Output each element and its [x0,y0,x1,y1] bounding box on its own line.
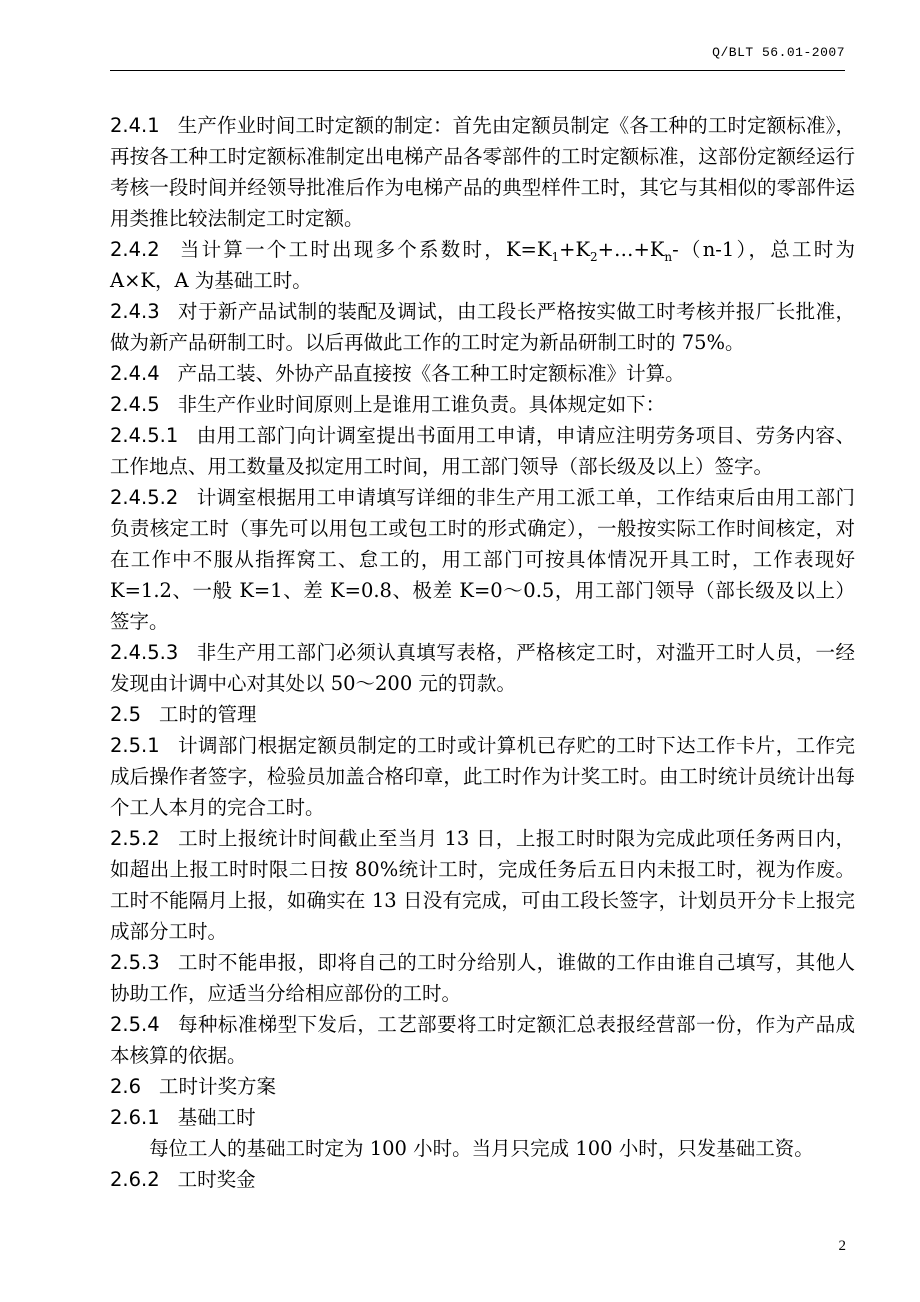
clause-text: 工时上报统计时间截止至当月 13 日，上报工时时限为完成此项任务两日内，如超出上报工时时限二日按 80%统计工时，完成任务后五日内未报工时，视为作废。工时不能隔月上报，如确实在 13 日没有完成，可由工段长签字，计划员开分卡上报完成部分工时。 [110,827,855,943]
document-body [110,110,855,1195]
clause-2-4-5-2 [110,482,855,637]
clause-text: 生产作业时间工时定额的制定：首先由定额员制定《各工种的工时定额标准》，再按各工种工时定额标准制定出电梯产品各零部件的工时定额标准，这部份定额经运行考核一段时间并经领导批准后作为电梯产品的典型样件工时，其它与其相似的零部件运用类推比较法制定工时定额。 [110,114,855,230]
subsection-heading-2-6-2 [110,1164,855,1195]
formula-subscript: 1 [551,249,560,264]
clause-2-5-4 [110,1009,855,1071]
clause-2-4-5 [110,389,855,420]
clause-text: 工时不能串报，即将自己的工时分给别人，谁做的工作由谁自己填写，其他人协助工作，应适当分给相应部份的工时。 [110,951,855,1005]
clause-text: 非生产作业时间原则上是谁用工谁负责。具体规定如下： [177,393,666,416]
clause-number: 2.4.1 [110,114,160,137]
clause-2-4-4 [110,358,855,389]
clause-text: 计调室根据用工申请填写详细的非生产用工派工单，工作结束后由用工部门负责核定工时（事先可以用包工或包工时的形式确定），一般按实际工作时间核定，对在工作中不服从指挥窝工、怠工的，用工部门可按具体情况开具工时，工作表现好 K=1.2、一般 K=1、差 K=0.8、极差 K=0～0.5，用工部门领导（部长级及以上）签字。 [110,486,855,633]
section-title: 基础工时 [177,1106,256,1129]
clause-number: 2.4.5.1 [110,424,179,447]
clause-number: 2.5.2 [110,827,160,850]
document-code-header: Q/BLT 56.01-2007 [712,45,845,60]
section-title: 工时的管理 [159,703,257,726]
formula-text: +…+K [597,238,665,261]
formula-subscript: 2 [590,249,598,264]
clause-2-5-3 [110,947,855,1009]
page-number: 2 [838,1238,846,1254]
clause-2-5-1 [110,730,855,823]
clause-2-4-5-1 [110,420,855,482]
section-title: 工时奖金 [177,1168,256,1191]
section-heading-2-5 [110,699,855,730]
clause-text: 非生产用工部门必须认真填写表格，严格核定工时，对滥开工时人员，一经发现由计调中心对其处以 50～200 元的罚款。 [110,641,855,695]
clause-text: 每种标准梯型下发后，工艺部要将工时定额汇总表报经营部一份，作为产品成本核算的依据。 [110,1013,855,1067]
paragraph-text: 每位工人的基础工时定为 100 小时。当月只完成 100 小时，只发基础工资。 [149,1137,814,1160]
clause-number: 2.5.4 [110,1013,160,1036]
section-number: 2.6.1 [110,1106,160,1129]
header-rule [110,70,845,71]
section-number: 2.6 [110,1075,142,1098]
clause-number: 2.4.5 [110,393,160,416]
formula-subscript: n [664,249,673,264]
clause-text: 计调部门根据定额员制定的工时或计算机已存贮的工时下达工作卡片，工作完成后操作者签字，检验员加盖合格印章，此工时作为计奖工时。由工时统计员统计出每个工人本月的完合工时。 [110,734,855,819]
clause-number: 2.4.3 [110,300,160,323]
section-number: 2.6.2 [110,1168,160,1191]
section-number: 2.5 [110,703,142,726]
clause-number: 2.5.1 [110,734,160,757]
body-paragraph-base-hours [110,1133,855,1164]
clause-2-4-2 [110,234,855,296]
clause-number: 2.5.3 [110,951,160,974]
clause-number: 2.4.2 [110,238,160,261]
clause-number: 2.4.4 [110,362,160,385]
clause-2-4-1 [110,110,855,234]
formula-text: -（n-1），总工时为 A×K，A 为基础工时。 [110,238,855,292]
clause-2-5-2 [110,823,855,947]
clause-number: 2.4.5.2 [110,486,179,509]
clause-text: 由用工部门向计调室提出书面用工申请，申请应注明劳务项目、劳务内容、工作地点、用工数量及拟定用工时间，用工部门领导（部长级及以上）签字。 [110,424,855,478]
clause-number: 2.4.5.3 [110,641,179,664]
section-title: 工时计奖方案 [159,1075,277,1098]
formula-text: +K [559,238,591,261]
section-heading-2-6 [110,1071,855,1102]
clause-text: 产品工装、外协产品直接按《各工种工时定额标准》计算。 [177,362,685,385]
clause-text: 对于新产品试制的装配及调试，由工段长严格按实做工时考核并报厂长批准，做为新产品研制工时。以后再做此工作的工时定为新品研制工时的 75%。 [110,300,855,354]
formula-text: 当计算一个工时出现多个系数时，K=K [177,238,552,261]
clause-2-4-5-3 [110,637,855,699]
clause-2-4-3 [110,296,855,358]
subsection-heading-2-6-1 [110,1102,855,1133]
